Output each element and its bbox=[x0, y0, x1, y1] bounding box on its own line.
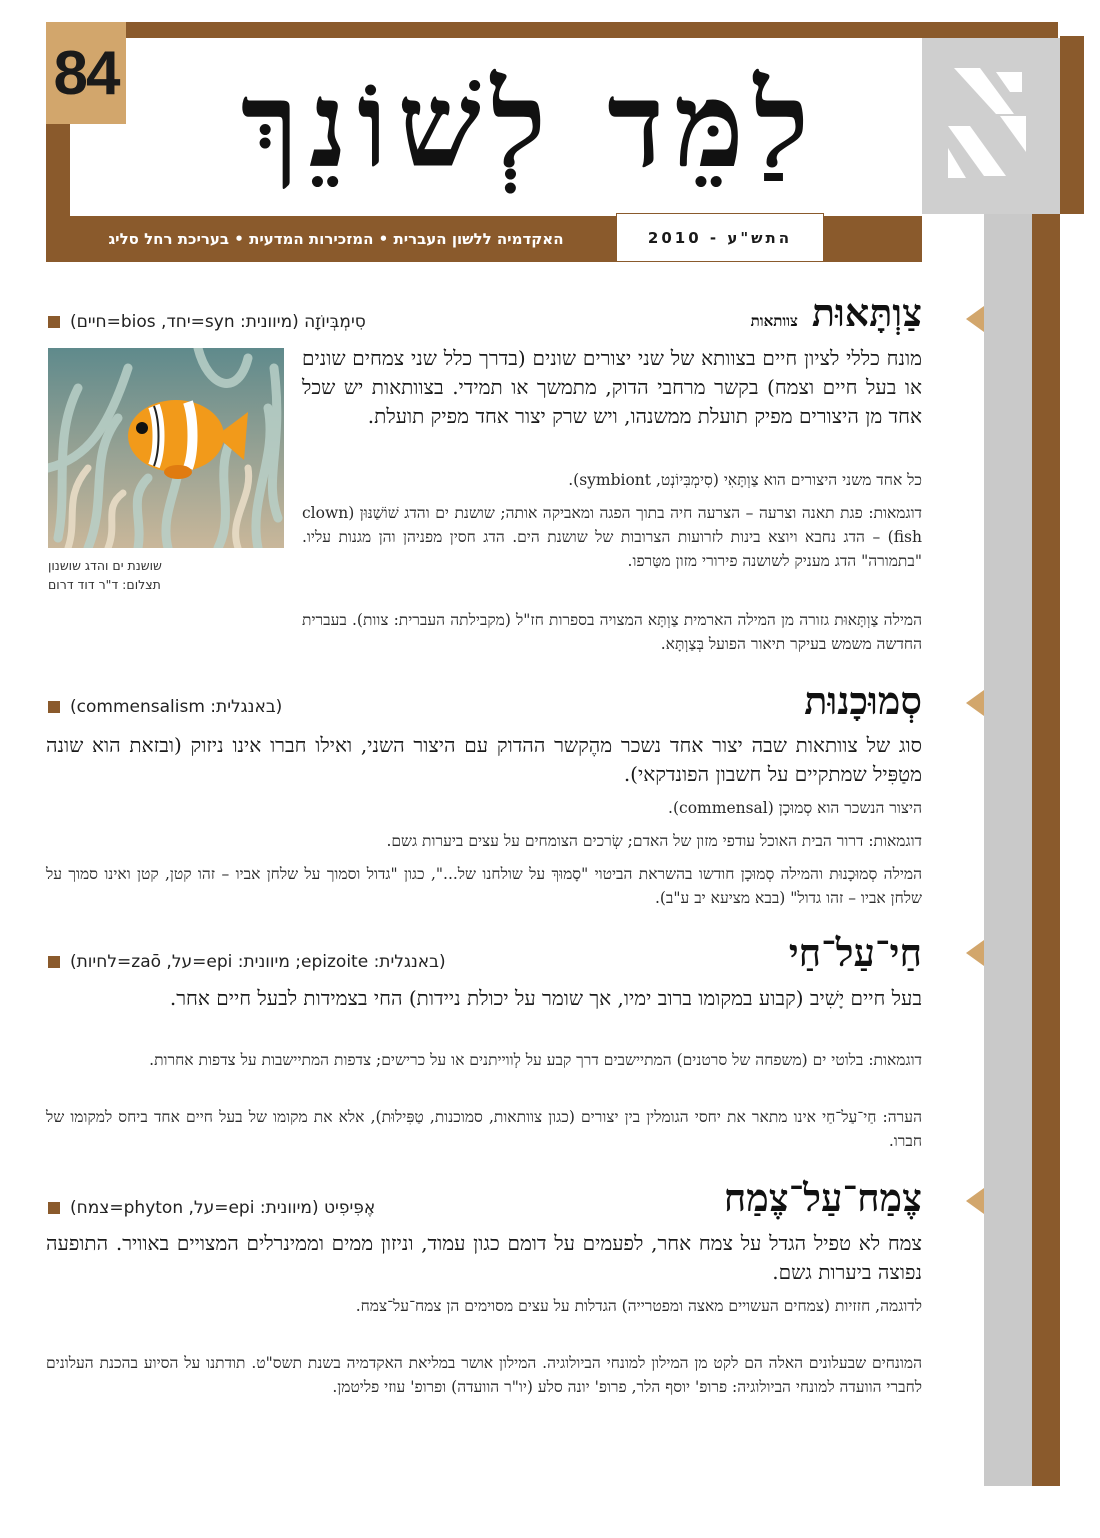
entry-examples: דוגמאות: דרור הבית האוכל עודפי מזון של האדם; שְׂרכים הצומחים על עצים ביערות גשם. bbox=[386, 832, 922, 850]
entry-note: כל אחד משני היצורים הוא צַוְתָּאִי (סִימְבִּיוֹנְט, symbiont). bbox=[568, 471, 922, 489]
entry-note: הערה: חַי־עַל־חַי אינו מתאר את יחסי הגומלין בין יצורים (כגון צוותאות, סמוכנות, טַפִּילוּת), אלא את מקומו של בעל חיים אחד ביחס למקומו של חברו. bbox=[46, 1108, 922, 1150]
academy-logo-icon bbox=[936, 56, 1036, 196]
entry-definition: סוג של צוותאות שבה יצור אחד נשכר מהֶקשר ההדוק עם היצור השני, ואילו חברו אינו ניזוק (ובזאת הוא שונה מטַפִּיל שמתקיים על חשבון הפונדקאי). bbox=[46, 733, 922, 786]
publication-date: התש"ע - 2010 bbox=[616, 213, 824, 262]
entry-definition: בעל חיים יָשִׁיב (קבוע במקומו ברוב ימיו, אך שומר על יכולת ניידות) החי בצמידות לבעל חיים אחר. bbox=[169, 986, 922, 1010]
publication-subtitle: האקדמיה ללשון העברית • המזכירות המדעית • בעריכת רחל סליג bbox=[108, 230, 564, 248]
entry-variant: צוותאות bbox=[750, 312, 798, 330]
right-brown-column bbox=[1032, 214, 1060, 1486]
etymology-text: אֶפִּיפִיט (מיוונית: epi=על, phyton=צמח) bbox=[70, 1198, 376, 1218]
bullet-square-icon bbox=[48, 956, 60, 968]
bullet-square-icon bbox=[48, 701, 60, 713]
entry-examples: דוגמאות: בלוטי ים (משפחה של סרטנים) המתיישבים דרך קבע על לְווייתנים או על כרישים; צדפות המתיישבות על צדפות אחרות. bbox=[149, 1051, 922, 1069]
etymology-text: (באנגלית: commensalism) bbox=[70, 697, 283, 717]
bullet-square-icon bbox=[48, 316, 60, 328]
entry-etymology bbox=[48, 952, 446, 972]
entry-title: צֶמַח־עַל־צֶמַח bbox=[723, 1175, 922, 1220]
entry-examples: לדוגמה, חזזיות (צמחים העשויים מאצה ומפטרייה) הגדלות על עצים מסוימים הן צמח־על־צמח. bbox=[355, 1297, 922, 1315]
entry-etymology bbox=[48, 1198, 375, 1218]
entry-note: המילה סְמוּכָנוּת והמילה סְמוּכָן חודשו בהשראת הביטוי "סָמוּךְ על שולחנו של...", כגון "גדול וסמוך על שלחן אביו – זהו קטן, קטן ואינו סמוך על שלחן אביו – זהו גדול" (בבא מציעא יב ע"ב). bbox=[46, 865, 922, 907]
section-arrow-icon bbox=[966, 306, 984, 332]
entry-examples: דוגמאות: פגת תאנה וצרעה – הצרעה חיה בתוך הפגה ומאביקה אותה; שושנת ים והדג שׁוֹשַׁנּוּן (clown fish) – הדג נחבא ויוצא בינות לזרועות הצרובות של שושנת הים. הדג חסין מפניהן והן מגנות עליו. "בתמורה" הדג מעניק לשושנה פירורי מזון מטַּרפו. bbox=[302, 504, 922, 570]
entry-term: צַוְתָּאוּת bbox=[811, 290, 922, 335]
entry-title: חַי־עַל־חַי bbox=[788, 930, 922, 975]
etymology-text: סִימְבְּיוֹזָה (מיוונית: syn=יחד, bios=חיים) bbox=[70, 312, 366, 332]
entry-definition: צמח לא טפיל הגדל על צמח אחר, לפעמים על דומם כגון עמוד, וניזון ממים וממינרלים המצויים באוויר. התופעה נפוצה ביערות גשם. bbox=[46, 1231, 922, 1284]
entry-note: המילה צַוְתָּאוּת גזורה מן המילה הארמית צַוְתָּא המצויה בספרות חז"ל (מקבילתה העברית: צוות). בעברית החדשה משמש בעיקר תיאור הפועל בְּצַוְתָּא. bbox=[302, 611, 922, 653]
entry-title: סְמוּכָנוּת bbox=[804, 678, 922, 723]
bullet-square-icon bbox=[48, 1202, 60, 1214]
photo-caption-line: שושנת ים והדג שושנון bbox=[48, 558, 162, 573]
right-brown-strip bbox=[1060, 36, 1084, 214]
entry-title bbox=[751, 290, 922, 336]
entry-definition: מונח כללי לציון חיים בצוותא של שני יצורים שונים (בדרך כלל שני צמחים שונים או בעל חיים וצמח) בקשר מרחבי הדוק, מתמשך או תמידי. בצוותאות יש שכל אחד מן היצורים מפיק תועלת ממשנהו, ויש שרק יצור אחד מפיק תועלת. bbox=[302, 346, 922, 428]
section-arrow-icon bbox=[966, 690, 984, 716]
etymology-text: (באנגלית: epizoite; מיוונית: epi=על, zaō=לחיות) bbox=[70, 952, 446, 972]
issue-number: 84 bbox=[53, 38, 119, 108]
entry-note: היצור הנשכר הוא סְמוּכָן (commensal). bbox=[668, 799, 922, 817]
entry-etymology bbox=[48, 697, 282, 717]
photo-caption bbox=[48, 556, 248, 594]
clownfish-photo bbox=[48, 348, 284, 548]
footer-credits: המונחים שבעלונים האלה הם לקט מן המילון למונחי הביולוגיה. המילון אושר במליאת האקדמיה בשנת תשס"ט. תודתנו על הסיוע בהכנת העלונים לחברי הוועדה למונחי הביולוגיה: פרופ' יוסף הלר, פרופ' יונה סלע (יו"ר הוועדה) ופרופ' עוזי פליטמן. bbox=[46, 1354, 922, 1396]
publication-title: לַמֵּד לְשׁוֹנֵךְ bbox=[240, 55, 820, 194]
right-gray-column bbox=[984, 214, 1032, 1486]
section-arrow-icon bbox=[966, 1188, 984, 1214]
photo-credit: תצלום: ד"ר דוד דרום bbox=[48, 577, 161, 592]
entry-etymology bbox=[48, 312, 366, 332]
issue-number-box bbox=[46, 22, 126, 124]
section-arrow-icon bbox=[966, 940, 984, 966]
